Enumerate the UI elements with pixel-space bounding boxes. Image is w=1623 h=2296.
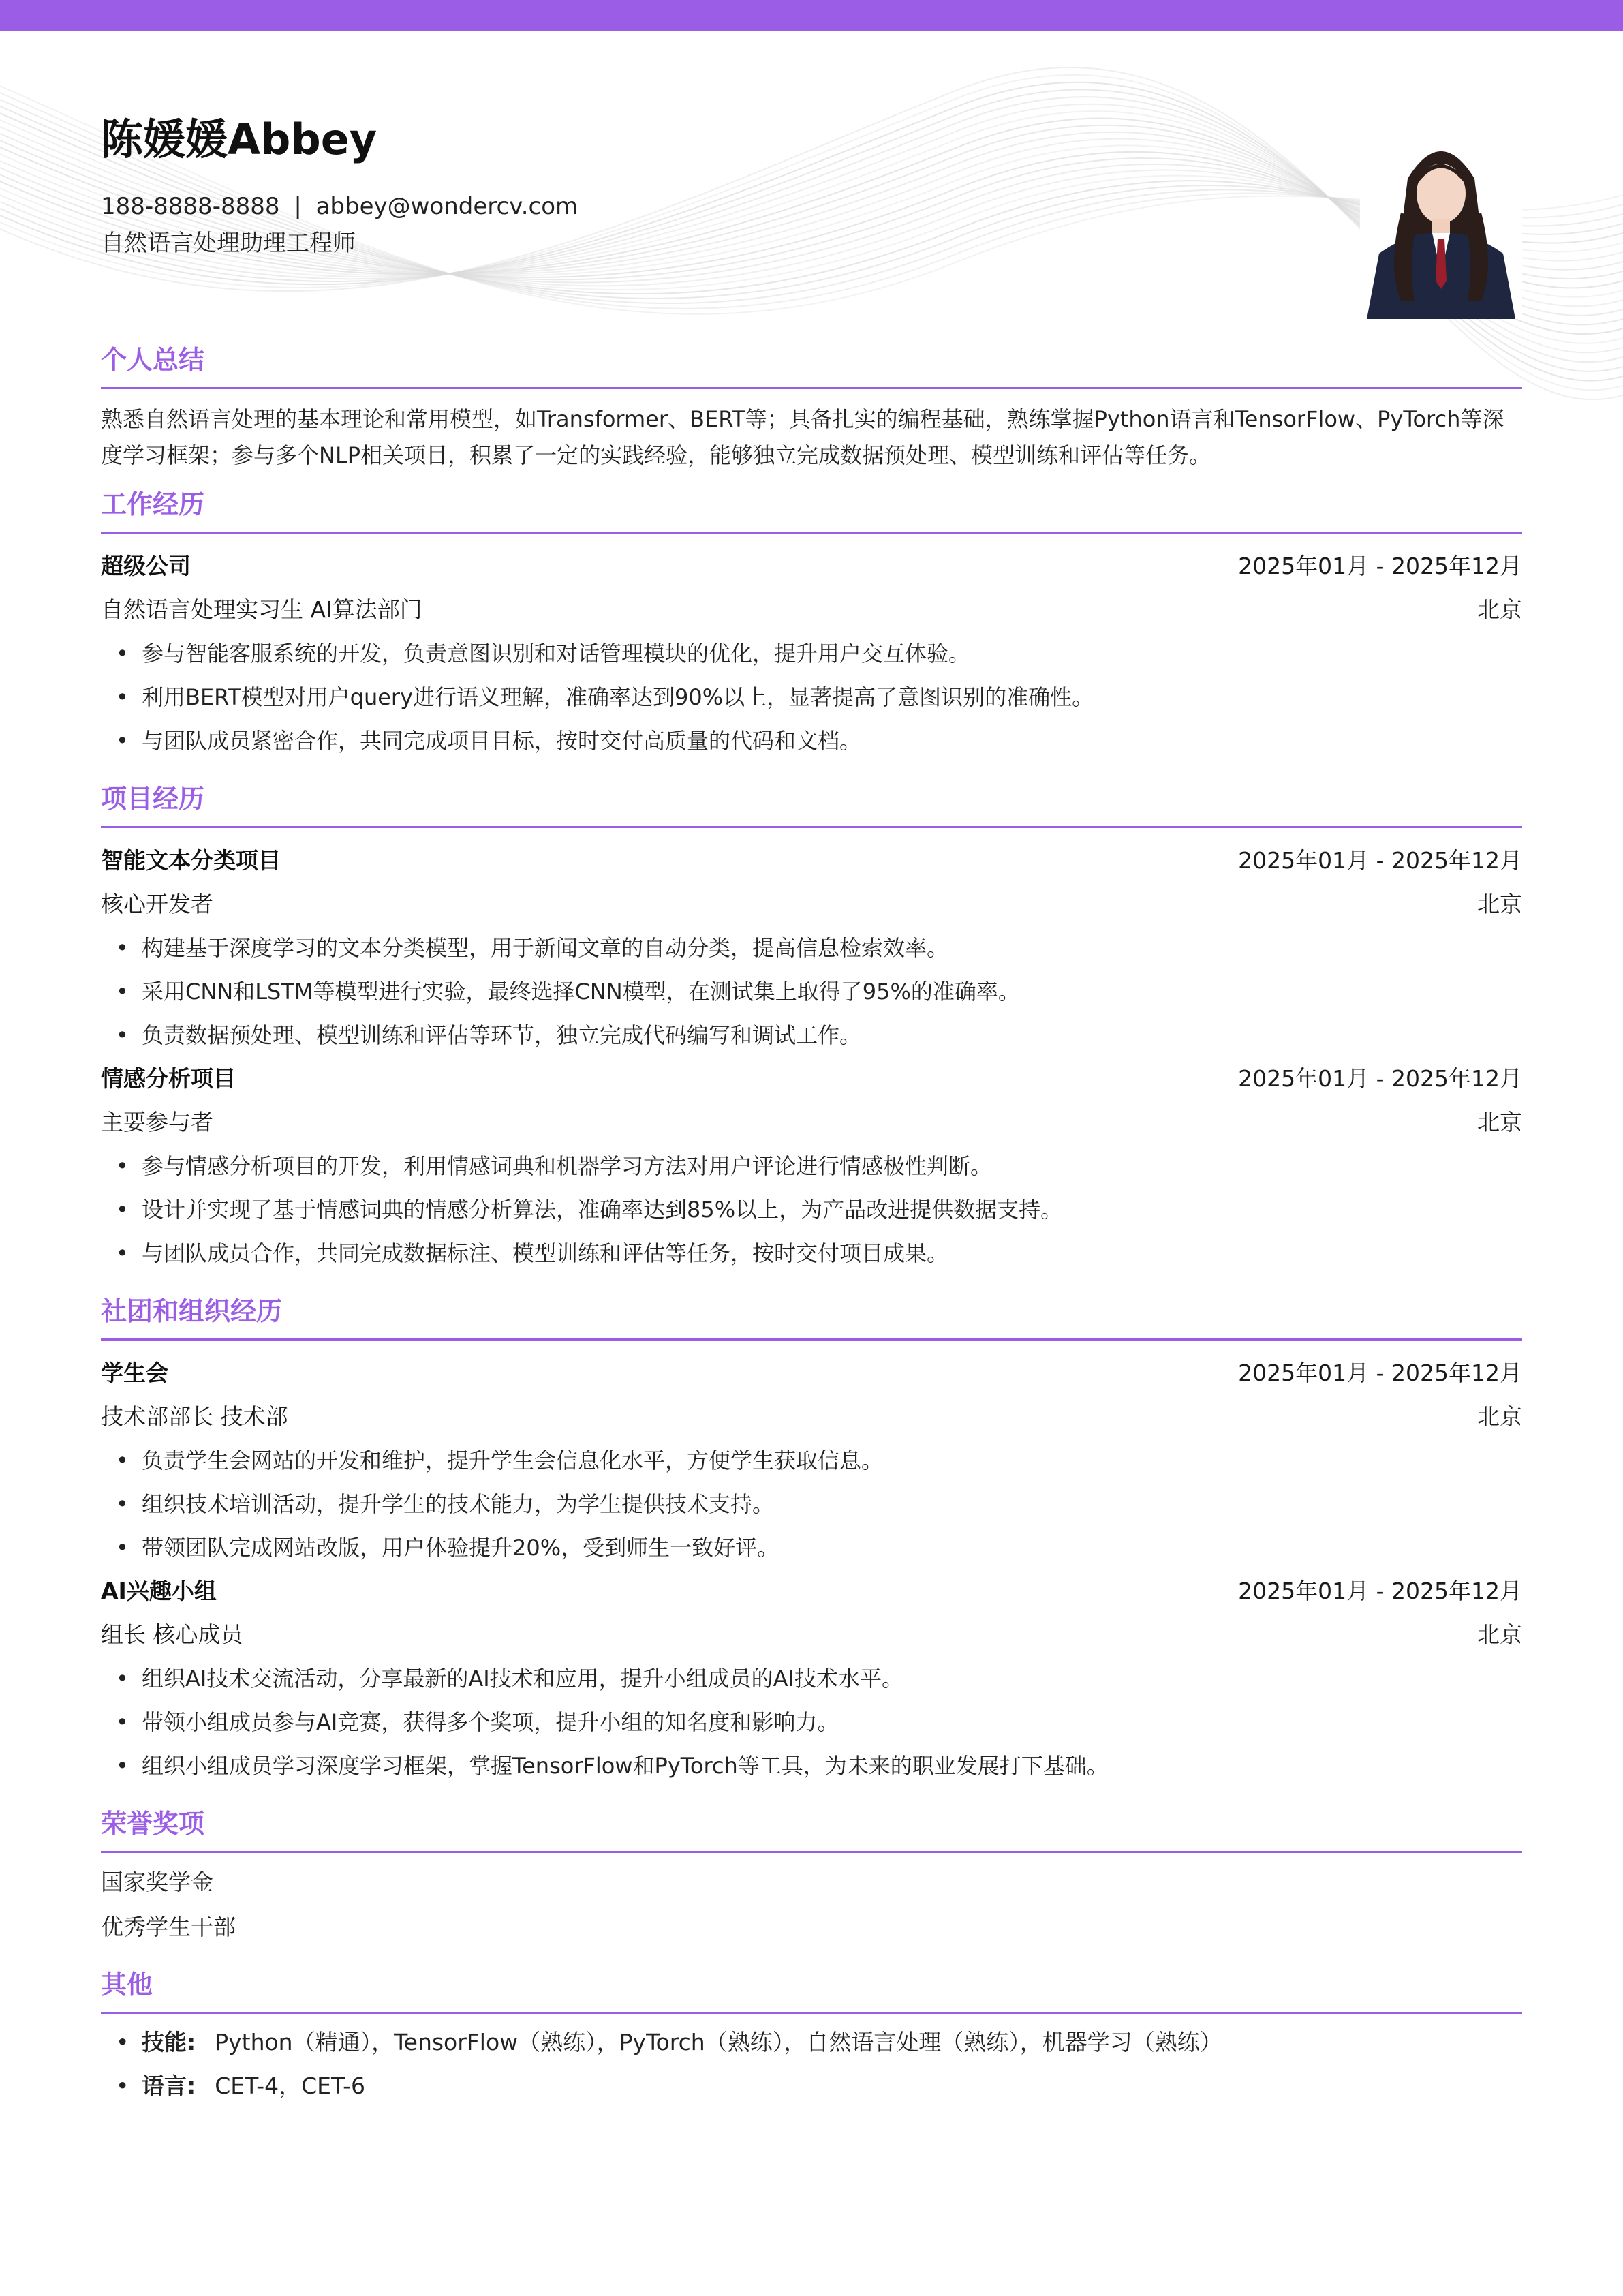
project-entry — [101, 1057, 1522, 1275]
entry-location: 北京 — [1477, 596, 1522, 623]
candidate-name: 陈媛媛Abbey — [101, 114, 377, 164]
entry-date: 2025年01月 - 2025年12月 — [1238, 1578, 1522, 1604]
summary-text: 熟悉自然语言处理的基本理论和常用模型，如Transformer、BERT等；具备扎实的编程基础，熟练掌握Python语言和TensorFlow、PyTorch等深度学习框架；参与多个NLP相关项目，积累了一定的实践经验，能够独立完成数据预处理、模型训练和评估等任务。 — [101, 406, 1504, 468]
entry-date: 2025年01月 - 2025年12月 — [1238, 1360, 1522, 1386]
entry-organization: 超级公司 — [101, 553, 191, 579]
phone-number: 188-8888-8888 — [101, 193, 280, 220]
job-title: 自然语言处理助理工程师 — [101, 230, 356, 257]
work-entry — [101, 545, 1522, 763]
honors-section — [101, 1805, 1522, 1950]
entry-organization: AI兴趣小组 — [101, 1578, 217, 1604]
email-address: abbey@wondercv.com — [315, 193, 578, 220]
bullet-item: • 与团队成员紧密合作，共同完成项目目标，按时交付高质量的代码和文档。 — [101, 719, 1522, 763]
clubs-section — [101, 1292, 1522, 1788]
language-item — [101, 2064, 1522, 2108]
bullet-item: • 组织小组成员学习深度学习框架，掌握TensorFlow和PyTorch等工具，为未来的职业发展打下基础。 — [101, 1744, 1522, 1788]
portrait-image — [1360, 131, 1522, 319]
work-section-title: 工作经历 — [101, 489, 205, 519]
bullet-item: • 组织AI技术交流活动，分享最新的AI技术和应用，提升小组成员的AI技术水平。 — [101, 1657, 1522, 1700]
entry-date: 2025年01月 - 2025年12月 — [1238, 553, 1522, 579]
entry-location: 北京 — [1477, 891, 1522, 917]
bullet-item: • 参与智能客服系统的开发，负责意图识别和对话管理模块的优化，提升用户交互体验。 — [101, 632, 1522, 675]
entry-location: 北京 — [1477, 1621, 1522, 1648]
other-section-title: 其他 — [101, 1970, 153, 2000]
contact-line — [101, 189, 1327, 224]
honors-section-title: 荣誉奖项 — [101, 1809, 205, 1839]
entry-date: 2025年01月 - 2025年12月 — [1238, 847, 1522, 874]
bullet-item: • 带领团队完成网站改版，用户体验提升20%，受到师生一致好评。 — [101, 1526, 1522, 1570]
bullet-item: • 设计并实现了基于情感词典的情感分析算法，准确率达到85%以上，为产品改进提供数据支持。 — [101, 1188, 1522, 1231]
top-accent-bar — [0, 0, 1623, 31]
bullet-item: • 构建基于深度学习的文本分类模型，用于新闻文章的自动分类，提高信息检索效率。 — [101, 926, 1522, 970]
entry-organization: 智能文本分类项目 — [101, 847, 281, 874]
bullet-item: • 与团队成员合作，共同完成数据标注、模型训练和评估等任务，按时交付项目成果。 — [101, 1231, 1522, 1275]
entry-location: 北京 — [1477, 1109, 1522, 1135]
other-section — [101, 1965, 1522, 2108]
entry-role: 核心开发者 — [101, 891, 213, 917]
skills-label: 技能: — [142, 2029, 196, 2055]
project-entry — [101, 839, 1522, 1057]
entry-role: 组长 核心成员 — [101, 1621, 243, 1648]
entry-organization: 情感分析项目 — [101, 1065, 236, 1092]
projects-section — [101, 780, 1522, 1275]
bullet-item: • 采用CNN和LSTM等模型进行实验，最终选择CNN模型，在测试集上取得了95%的准确率。 — [101, 970, 1522, 1013]
bullet-item: • 负责数据预处理、模型训练和评估等环节，独立完成代码编写和调试工作。 — [101, 1013, 1522, 1057]
honor-item: 优秀学生干部 — [101, 1914, 236, 1940]
entry-location: 北京 — [1477, 1403, 1522, 1430]
language-label: 语言: — [142, 2072, 196, 2099]
entry-bullet-list — [101, 632, 1522, 763]
language-value: CET-4，CET-6 — [215, 2072, 366, 2099]
club-entry — [101, 1351, 1522, 1570]
work-section — [101, 485, 1522, 763]
honor-item: 国家奖学金 — [101, 1869, 213, 1895]
entry-date: 2025年01月 - 2025年12月 — [1238, 1065, 1522, 1092]
bullet-item: • 带领小组成员参与AI竞赛，获得多个奖项，提升小组的知名度和影响力。 — [101, 1700, 1522, 1744]
section-divider — [101, 387, 1522, 389]
bullet-item: • 参与情感分析项目的开发，利用情感词典和机器学习方法对用户评论进行情感极性判断。 — [101, 1144, 1522, 1188]
bullet-item: • 组织技术培训活动，提升学生的技术能力，为学生提供技术支持。 — [101, 1482, 1522, 1526]
entry-bullet-list — [101, 1144, 1522, 1275]
summary-section — [101, 341, 1522, 474]
skills-value: Python（精通），TensorFlow（熟练），PyTorch（熟练），自然语言处理（熟练），机器学习（熟练） — [215, 2029, 1222, 2055]
entry-role: 自然语言处理实习生 AI算法部门 — [101, 596, 422, 623]
bullet-item: • 利用BERT模型对用户query进行语义理解，准确率达到90%以上，显著提高了意图识别的准确性。 — [101, 675, 1522, 719]
projects-section-title: 项目经历 — [101, 784, 205, 814]
entry-role: 技术部部长 技术部 — [101, 1403, 288, 1430]
bullet-item: • 负责学生会网站的开发和维护，提升学生会信息化水平，方便学生获取信息。 — [101, 1439, 1522, 1482]
resume-header — [101, 109, 1327, 260]
entry-role: 主要参与者 — [101, 1109, 213, 1135]
club-entry — [101, 1570, 1522, 1788]
profile-photo — [1360, 131, 1522, 319]
entry-organization: 学生会 — [101, 1360, 168, 1386]
entry-bullet-list — [101, 1439, 1522, 1570]
skills-item — [101, 2021, 1522, 2064]
contact-separator: | — [294, 193, 302, 220]
summary-section-title: 个人总结 — [101, 345, 205, 375]
entry-bullet-list — [101, 926, 1522, 1057]
clubs-section-title: 社团和组织经历 — [101, 1296, 283, 1326]
entry-bullet-list — [101, 1657, 1522, 1788]
